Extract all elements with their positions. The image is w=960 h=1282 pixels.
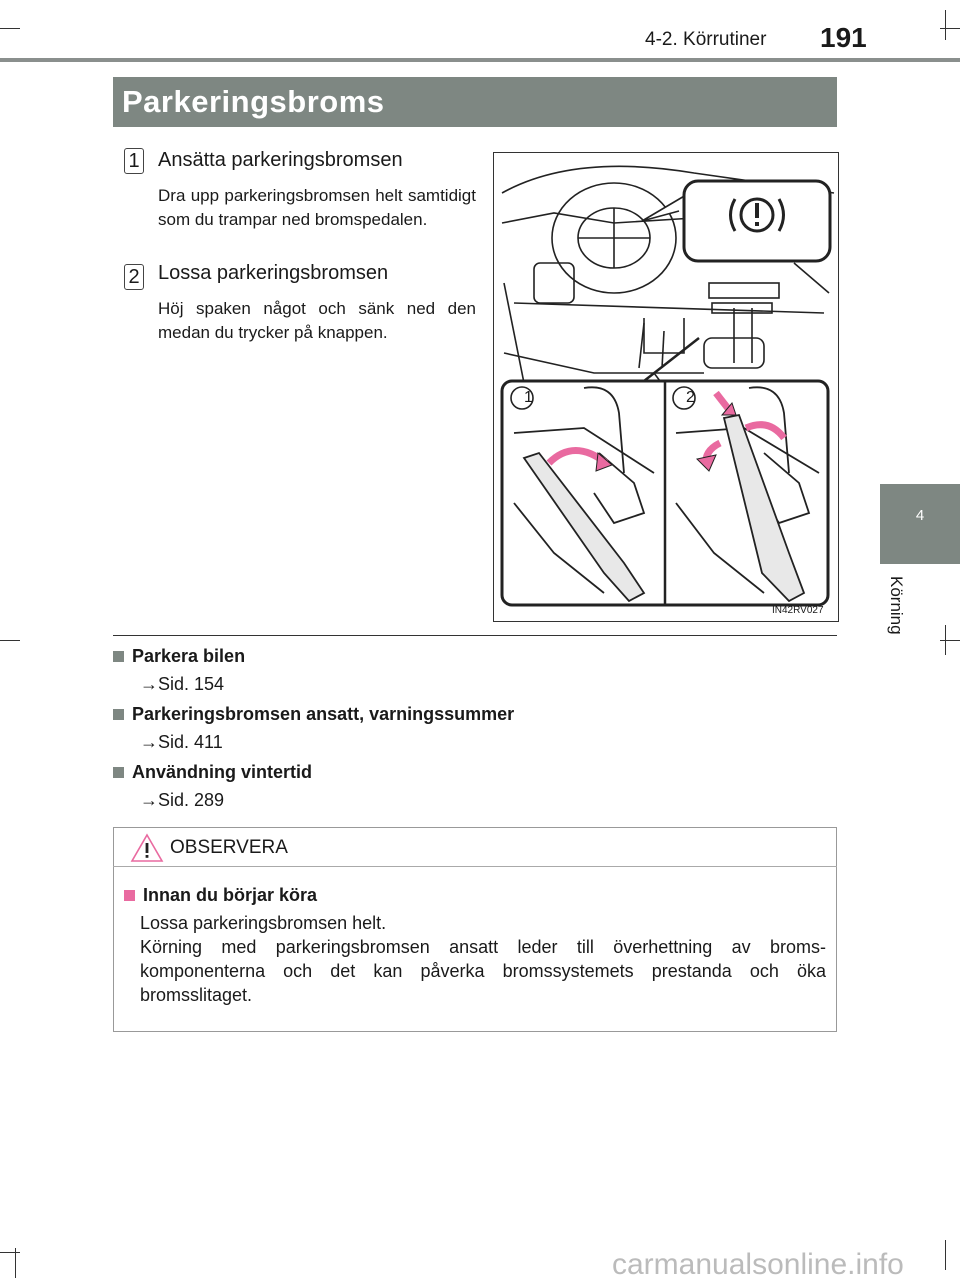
square-bullet-icon	[124, 890, 135, 901]
warning-line: Körning med parkeringsbromsen ansatt leder till överhettning av broms-komponenterna och det kan påverka bromssystemets prestanda och öka bromsslitaget.	[140, 937, 826, 1005]
step-number: 1	[124, 148, 144, 174]
warning-body	[140, 911, 826, 1007]
crop-mark	[945, 10, 946, 40]
warning-title: OBSERVERA	[170, 837, 288, 858]
page-title: Parkeringsbroms	[122, 84, 385, 119]
crop-mark	[15, 1248, 16, 1278]
square-bullet-icon	[113, 767, 124, 778]
crop-mark	[945, 1240, 946, 1270]
warning-subheading	[124, 885, 317, 906]
header-divider	[0, 58, 960, 62]
inset-label-2: 2	[686, 389, 695, 406]
square-bullet-icon	[113, 651, 124, 662]
crop-mark	[0, 1252, 20, 1253]
warning-line: Lossa parkeringsbromsen helt.	[140, 913, 387, 933]
note-item	[113, 646, 245, 667]
warning-header-divider	[113, 866, 837, 867]
note-item	[113, 762, 312, 783]
step-body: Dra upp parkeringsbromsen helt samtidigt som du trampar ned bromspedalen.	[158, 186, 476, 229]
step-body: Höj spaken något och sänk ned den medan du trycker på knappen.	[158, 299, 476, 342]
square-bullet-icon	[113, 709, 124, 720]
note-item	[113, 704, 514, 725]
step-title: Lossa parkeringsbromsen	[158, 262, 389, 284]
watermark: carmanualsonline.info	[612, 1248, 904, 1281]
crop-mark	[0, 640, 20, 641]
chapter-number: 4	[915, 507, 925, 524]
chapter-label: Körning	[887, 576, 906, 635]
warning-triangle-icon	[130, 833, 164, 863]
inset-label-1: 1	[524, 389, 533, 406]
note-reference[interactable]: →Sid. 154	[140, 674, 225, 694]
chapter-tab	[880, 484, 960, 564]
page-number: 191	[820, 22, 867, 53]
section-label: 4-2. Körrutiner	[645, 29, 767, 50]
illustration-svg	[494, 153, 838, 621]
note-reference[interactable]: →Sid. 411	[140, 732, 223, 752]
step-number: 2	[124, 264, 144, 290]
crop-mark	[940, 640, 960, 641]
figure-id: IN42RV027	[772, 605, 824, 616]
section-divider	[113, 635, 837, 636]
note-reference[interactable]: →Sid. 289	[140, 790, 225, 810]
warning-subheading-text: Innan du börjar köra	[143, 885, 318, 905]
crop-mark	[0, 28, 20, 29]
note-heading: Parkera bilen	[132, 646, 246, 666]
parking-brake-illustration	[493, 152, 839, 622]
crop-mark	[945, 625, 946, 655]
note-heading: Parkeringsbromsen ansatt, varningssummer	[132, 704, 515, 724]
step-title: Ansätta parkeringsbromsen	[158, 149, 403, 171]
note-heading: Användning vintertid	[132, 762, 312, 782]
crop-mark	[940, 28, 960, 29]
